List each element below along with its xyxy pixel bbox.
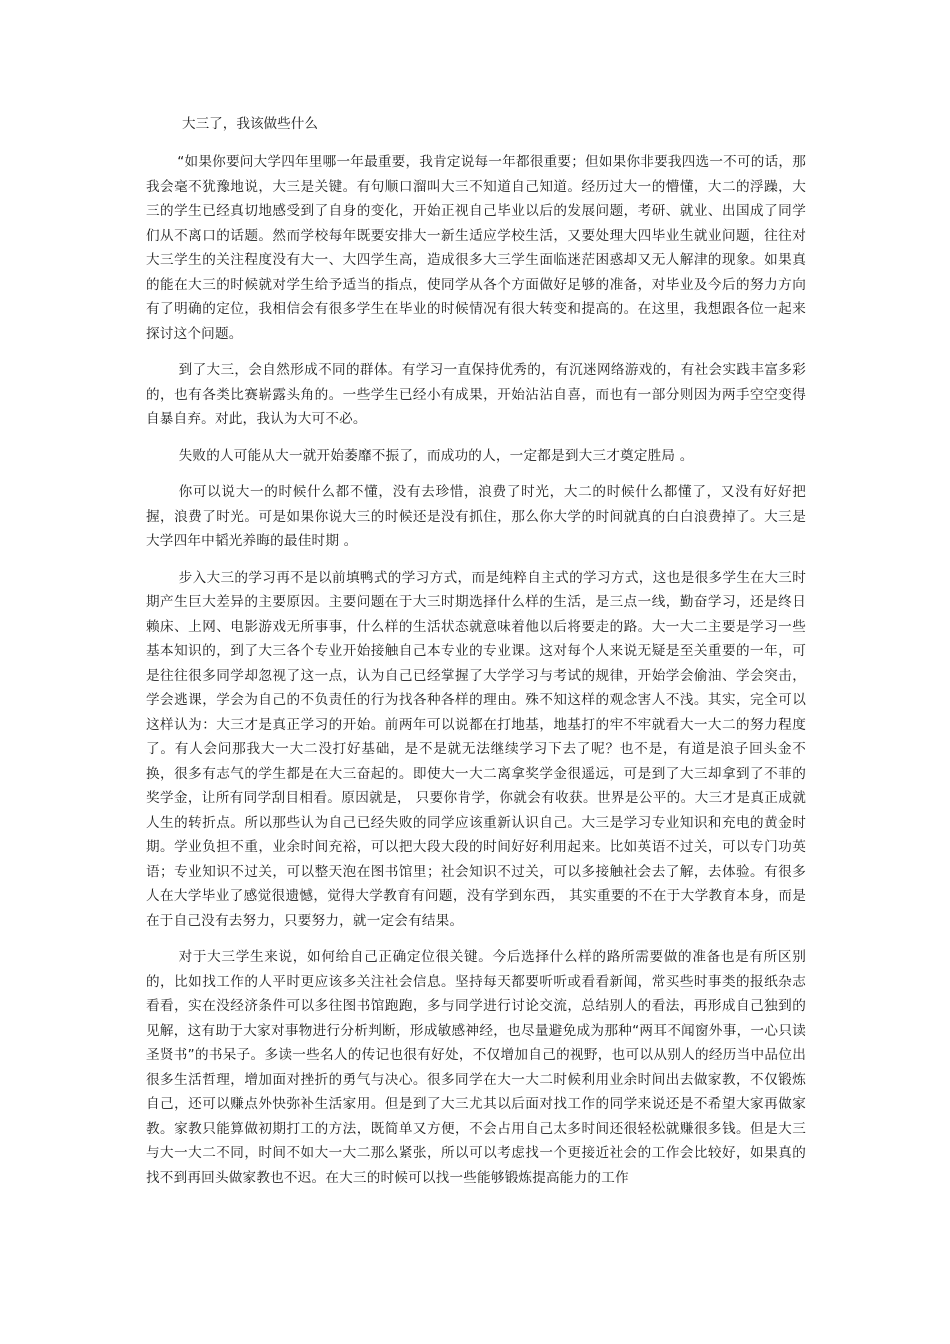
document-title: 大三了，我该做些什么: [182, 116, 318, 132]
paragraph-6: 对于大三学生来说，如何给自己正确定位很关键。今后选择什么样的路所需要做的准备也是有所区别的，比如找工作的人平时更应该多关注社会信息。坚持每天都要听听或看看新闻，常买些时事类的报纸杂志看看，实在没经济条件可以多往图书馆跑跑，多与同学进行讨论交流，总结别人的看法，再形成自己独到的见解，这有助于大家对事物进行分析判断，形成敏感神经，也尽量避免成为那种“两耳不闻窗外事，一心只读圣贤书”的书呆子。多读一些名人的传记也很有好处，不仅增加自己的视野，也可以从别人的经历当中品位出很多生活哲理，增加面对挫折的勇气与决心。很多同学在大一大二时候利用业余时间出去做家教，不仅锻炼自己，还可以赚点外快弥补生活家用。但是到了大三尤其以后面对找工作的同学来说还是不希望大家再做家教。家教只能算做初期打工的方法，既简单又方便，不会占用自己太多时间还很轻松就赚很多钱。但是大三与大一大二不同，时间不如大一大二那么紧张，所以可以考虑找一个更接近社会的工作会比较好，如果真的找不到再回头做家教也不迟。在大三的时候可以找一些能够锻炼提高能力的工作: [146, 949, 806, 1186]
paragraph-1: “如果你要问大学四年里哪一年最重要，我肯定说每一年都很重要；但如果你非要我四选一不可的话，那我会毫不犹豫地说，大三是关键。有句顺口溜叫大三不知道自己知道。经历过大一的懵懂，大二的浮躁，大三的学生已经真切地感受到了自身的变化，开始正视自己毕业以后的发展问题，考研、就业、出国成了同学们从不离口的话题。然而学校每年既要安排大一新生适应学校生活，又要处理大四毕业生就业问题，往往对大三学生的关注程度没有大一、大四学生高，造成很多大三学生面临迷茫困惑却又无人解津的现象。如果真的能在大三的时候就对学生给予适当的指点，使同学从各个方面做好足够的准备，对毕业及今后的努力方向有了明确的定位，我相信会有很多学生在毕业的时候情况有很大转变和提高的。在这里，我想跟各位一起来探讨这个问题。: [146, 154, 806, 342]
paragraph-5: 步入大三的学习再不是以前填鸭式的学习方式，而是纯粹自主式的学习方式，这也是很多学生在大三时期产生巨大差异的主要原因。主要问题在于大三时期选择什么样的生活，是三点一线，勤奋学习，还是终日赖床、上网、电影游戏无所事事，什么样的生活状态就意味着他以后将要走的路。大一大二主要是学习一些基本知识的，到了大三各个专业开始接触自己本专业的专业课。这对每个人来说无疑是至关重要的一年，可是往往很多同学却忽视了这一点，认为自己已经掌握了大学学习与考试的规律，开始学会偷油、学会突击，学会逃课，学会为自己的不负责任的行为找各种各样的理由。殊不知这样的观念害人不浅。其实，完全可以这样认为：大三才是真正学习的开始。前两年可以说都在打地基，地基打的牢不牢就看大一大二的努力程度了。有人会问那我大一大二没打好基础，是不是就无法继续学习下去了呢？也不是，有道是浪子回头金不换，很多有志气的学生都是在大三奋起的。即使大一大二离拿奖学金很遥远，可是到了大三却拿到了不菲的奖学金，让所有同学刮目相看。原因就是， 只要你肯学，你就会有收获。世界是公平的。大三才是真正成就人生的转折点。所以那些认为自己已经失败的同学应该重新认识自己。大三是学习专业知识和充电的黄金时期。学业负担不重，业余时间充裕，可以把大段大段的时间好好利用起来。比如英语不过关，可以专门功英语；专业知识不过关，可以整天泡在图书馆里；社会知识不过关，可以多接触社会去了解，去体验。有很多人在大学毕业了感觉很遗憾，觉得大学教育有问题，没有学到东西， 其实重要的不在于大学教育本身，而是在于自己没有去努力，只要努力，就一定会有结果。: [146, 569, 806, 929]
paragraph-4: 你可以说大一的时候什么都不懂，没有去珍惜，浪费了时光，大二的时候什么都懂了，又没有好好把握，浪费了时光。可是如果你说大三的时候还是没有抓住，那么你大学的时间就真的白白浪费掉了。大三是大学四年中韬光养晦的最佳时期 。: [146, 484, 806, 549]
document-page: [146, 112, 806, 1202]
paragraph-2: 到了大三，会自然形成不同的群体。有学习一直保持优秀的，有沉迷网络游戏的，有社会实践丰富多彩的，也有各类比赛崭露头角的。一些学生已经小有成果，开始沾沾自喜，而也有一部分则因为两手空空变得自暴自弃。对此，我认为大可不必。: [146, 362, 806, 427]
paragraph-3: 失败的人可能从大一就开始萎靡不振了，而成功的人，一定都是到大三才奠定胜局 。: [178, 447, 694, 464]
